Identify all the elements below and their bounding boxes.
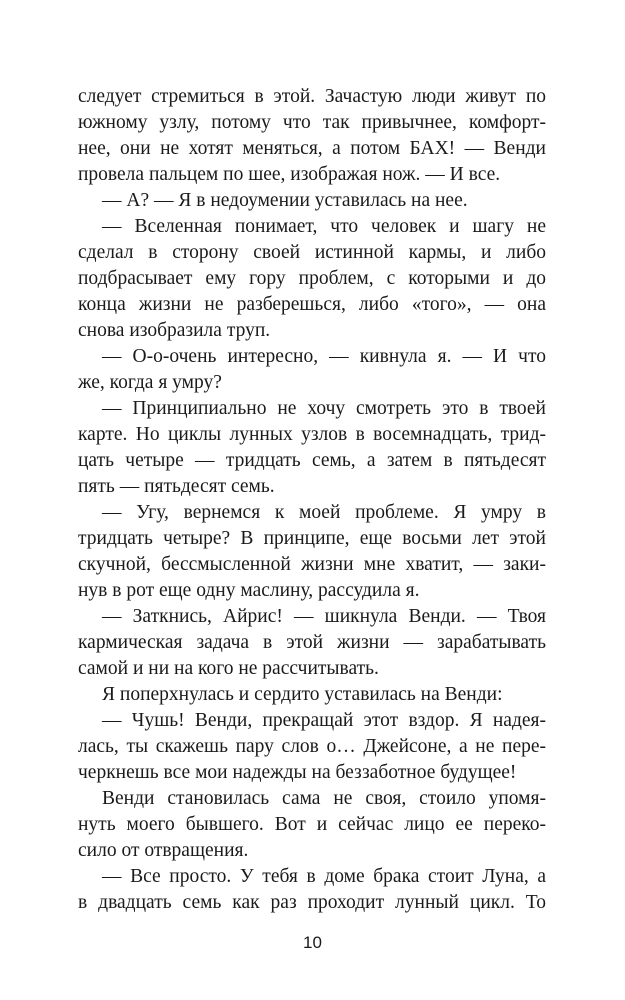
text-line: конца жизни не разберешься, либо «того», — она <box>78 294 546 315</box>
text-line: — Угу, вернемся к моей проблеме. Я умру в <box>102 502 546 523</box>
page-number: 10 <box>303 933 322 952</box>
text-line: подбрасывает ему гору проблем, с которыми и до <box>78 268 546 289</box>
text-line: черкнешь все мои надежды на беззаботное будущее! <box>78 762 517 783</box>
text-line: кармическая задача в этой жизни — зарабатывать <box>78 632 546 653</box>
text-line: скучной, бессмысленной жизни мне хватит, — заки- <box>78 554 546 575</box>
text-line: — Все просто. У тебя в доме брака стоит Луна, а <box>102 866 546 887</box>
text-line: — Заткнись, Айрис! — шикнула Венди. — Твоя <box>102 606 546 627</box>
text-line: следует стремиться в этой. Зачастую люди живут по <box>78 86 546 107</box>
text-line: в двадцать семь как раз проходит лунный цикл. То <box>78 892 546 913</box>
text-line: — О-о-очень интересно, — кивнула я. — И что <box>102 346 546 367</box>
text-line: снова изобразила труп. <box>78 320 271 341</box>
text-line: южному узлу, потому что так привычнее, комфорт- <box>78 112 546 133</box>
text-line: сило от отвращения. <box>78 840 249 861</box>
text-line: нее, они не хотят меняться, а потом БАХ! — Венди <box>78 138 546 159</box>
text-line: Венди становилась сама не своя, стоило упомя- <box>102 788 546 809</box>
text-line: нув в рот еще одну маслину, рассудила я. <box>78 580 420 601</box>
text-line: — Принципиально не хочу смотреть это в твоей <box>102 398 546 419</box>
text-line: же, когда я умру? <box>78 372 222 393</box>
text-line: — Чушь! Венди, прекращай этот вздор. Я надея- <box>102 710 546 731</box>
text-line: — Вселенная понимает, что человек и шагу не <box>102 216 546 237</box>
text-line: самой и ни на кого не рассчитывать. <box>78 658 379 679</box>
text-line: лась, ты скажешь пару слов о… Джейсоне, а не пере- <box>78 736 546 757</box>
text-line: нуть моего бывшего. Вот и сейчас лицо ее переко- <box>78 814 546 835</box>
text-line: карте. Но циклы лунных узлов в восемнадцать, трид- <box>78 424 546 445</box>
text-line: провела пальцем по шее, изображая нож. — И все. <box>78 164 501 185</box>
body-text <box>78 84 546 916</box>
text-line: тридцать четыре? В принципе, еще восьми лет этой <box>78 528 546 549</box>
text-line: цать четыре — тридцать семь, а затем в пятьдесят <box>78 450 546 471</box>
text-line: Я поперхнулась и сердито уставилась на Венди: <box>102 684 503 705</box>
text-line: — А? — Я в недоумении уставилась на нее. <box>102 190 468 211</box>
text-line: сделал в сторону своей истинной кармы, и либо <box>78 242 546 263</box>
text-line: пять — пятьдесят семь. <box>78 476 275 497</box>
